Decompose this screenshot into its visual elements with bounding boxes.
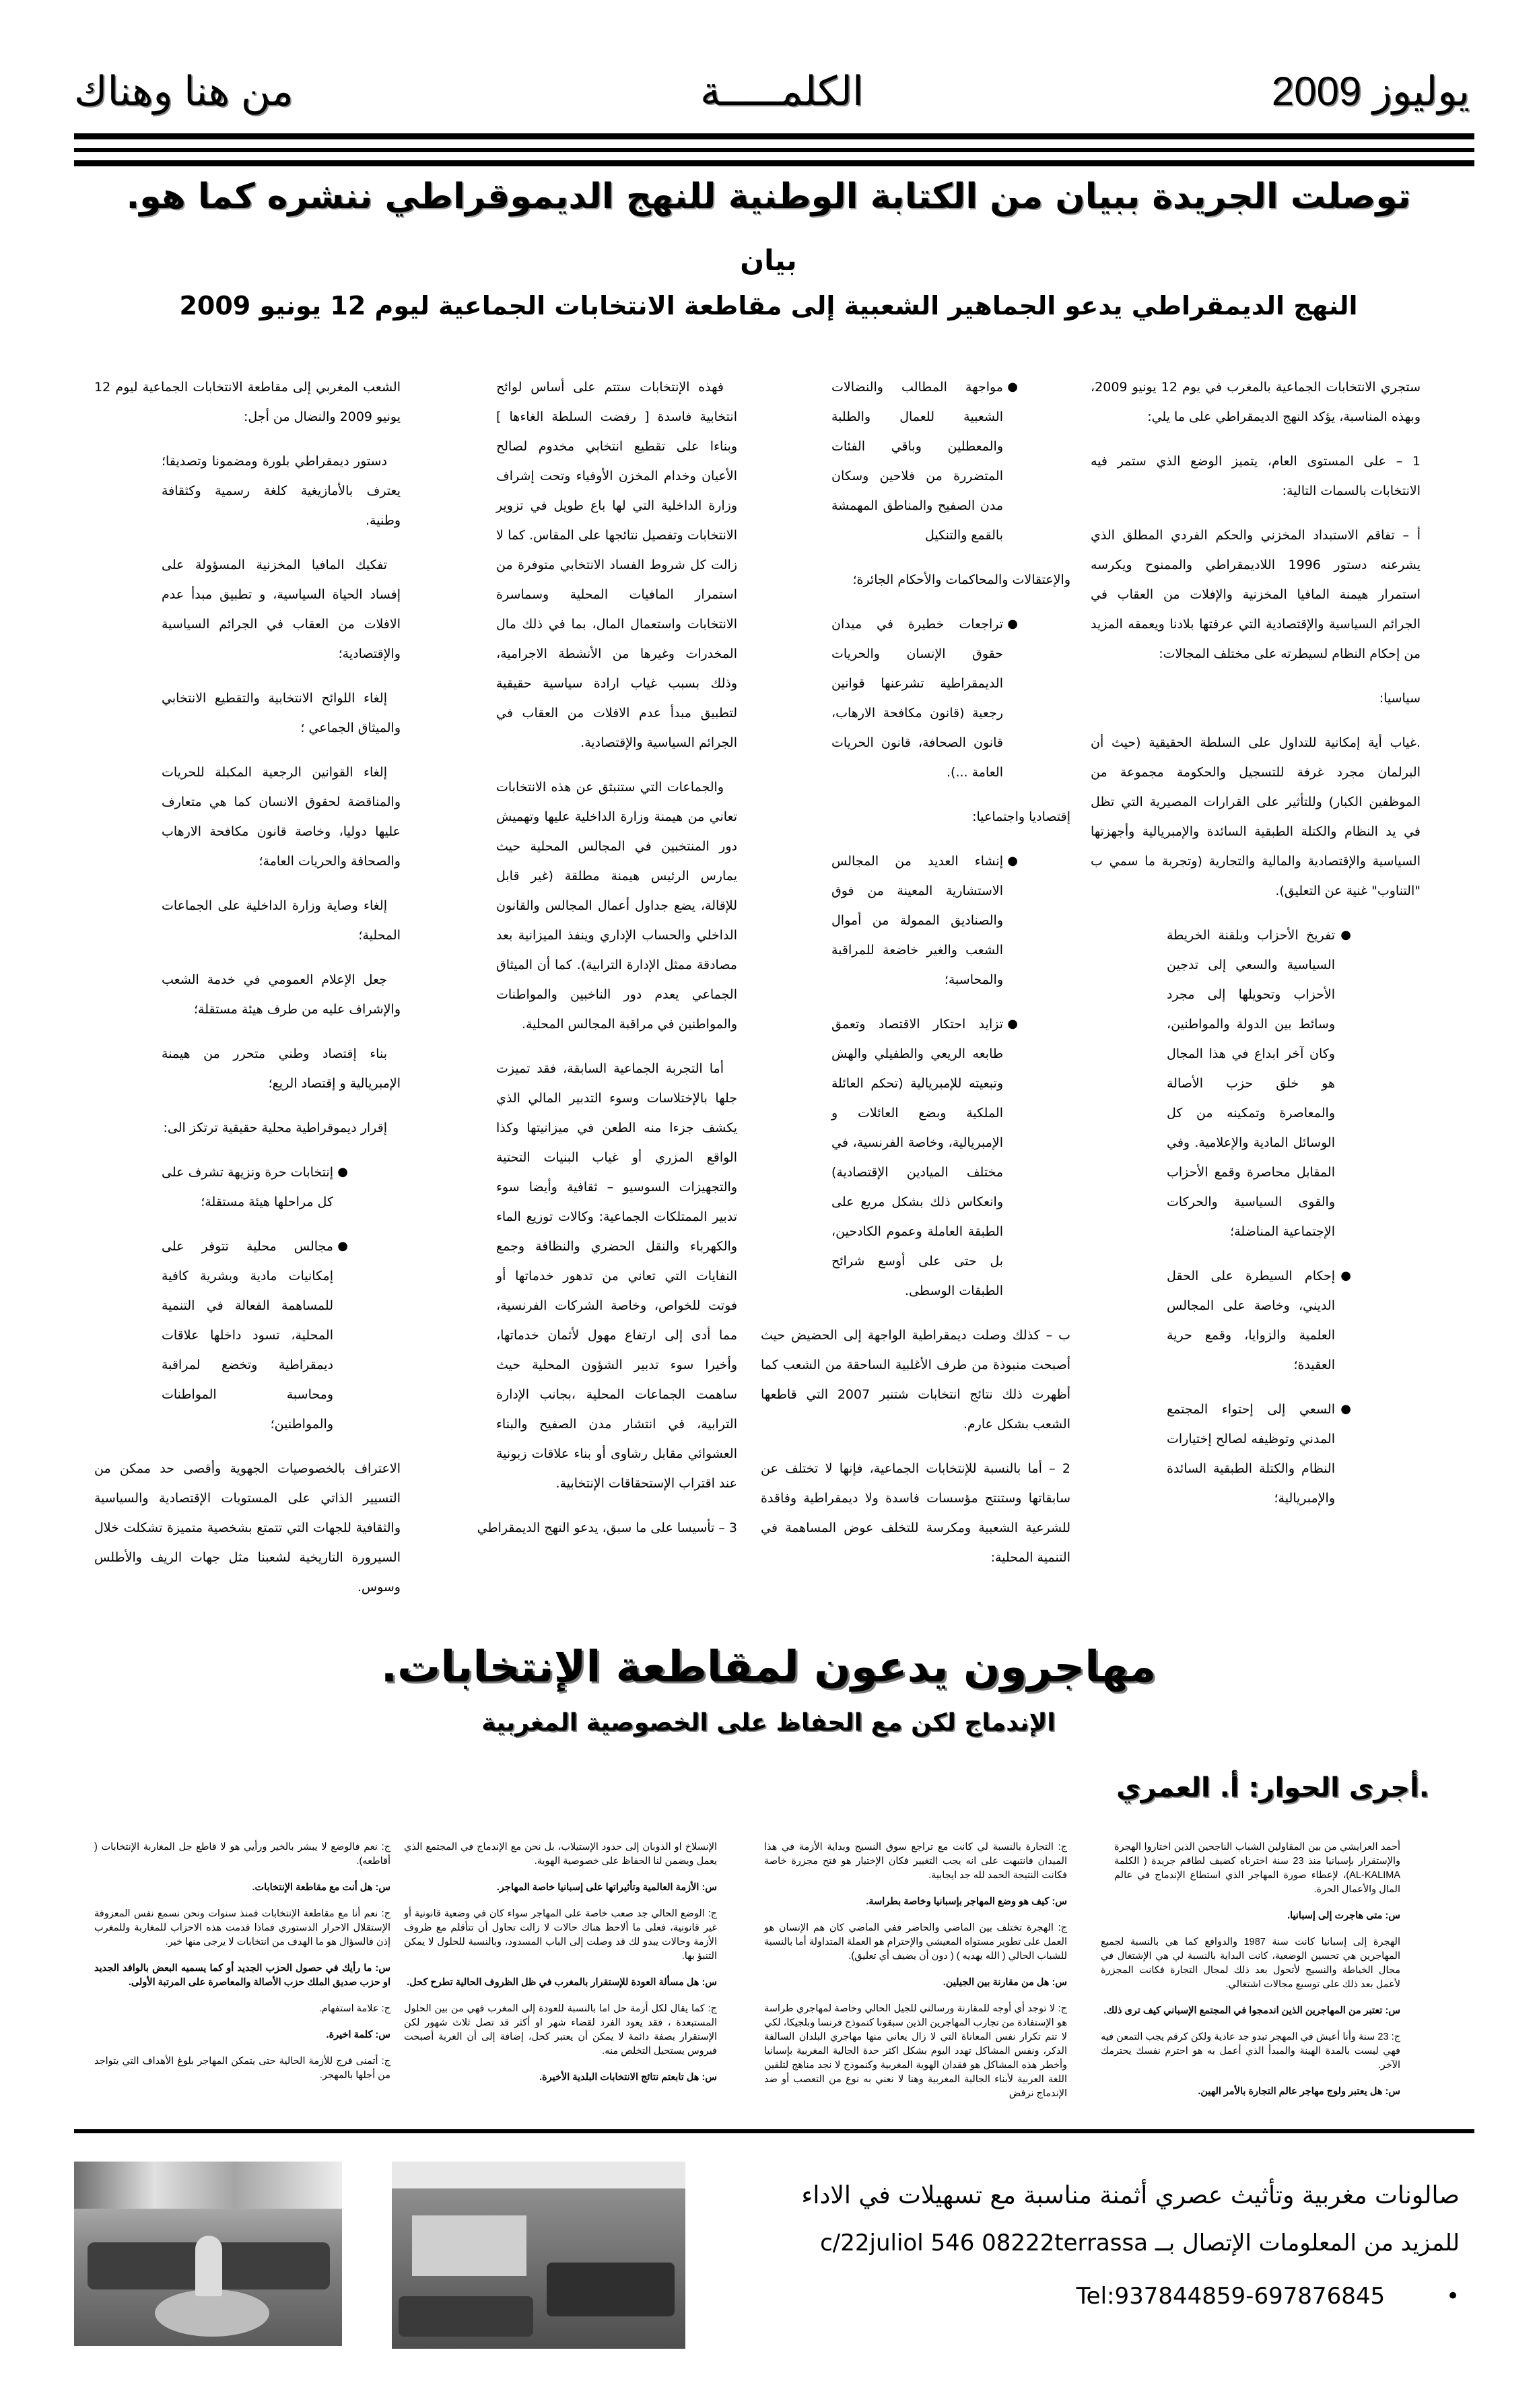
statement-text: .غياب أية إمكانية للتداول على السلطة الحقيقية (حيث أن البرلمان مجرد غرفة للتسجيل والحكومة مجموعة من الموظفين الكبار) وللتأثير على القرارات المصيرية التي تظل في يد النظام والكتلة الطبقية السائدة والإمبريالية وأجهزتها السياسية والإقتصادية والمالية والتجارية (وتجربة ما سمي ب "التناوب" غنية عن التعليق).: [1091, 735, 1421, 898]
interview-a: [94, 2054, 390, 2083]
bullet-icon: ●: [1340, 1269, 1351, 1283]
interview-q: [94, 1881, 390, 1895]
bullet-icon: ●: [337, 1165, 348, 1179]
masthead: [0, 0, 1537, 372]
sofa-shape: [399, 2296, 533, 2337]
bullet-icon: ●: [1340, 928, 1351, 942]
salon-photo: [74, 2162, 342, 2346]
interview-a: [764, 2002, 1067, 2101]
interview-header: [0, 1617, 1537, 1807]
statement-text: جعل الإعلام العمومي في خدمة الشعب والإشراف عليه من طرف هيئة مستقلة؛: [162, 972, 401, 1017]
statement-paragraph: [1091, 372, 1421, 432]
statement-column: [761, 372, 1070, 1587]
interview-text: ج: الهجرة تختلف بين الماضي والحاضر ففي الماضي كان هم الإنسان هو العمل على تطوير مستواه المعيشي والإحترام هو العملة المتداولة أما بالنسبة للشباب الحالي ( الله يهديه ) ( دون أن يضيف أي تعليق).: [764, 1922, 1067, 1962]
statement-text: السعي إلى إحتواء المجتمع المدني وتوظيفه لصالح إختيارات النظام والكتلة الطبقية السائدة والإمبريالية؛: [1167, 1402, 1335, 1506]
statement-text: تفريخ الأحزاب وبلقنة الخريطة السياسية والسعي إلى تدجين الأحزاب وتحويلها إلى مجرد وسائط بين الدولة والمواطنين، وكان آخر ابداع في هذا المجال هو خلق حزب الأصالة والمعاصرة وتمكينه من كل الوسائل المادية والإعلامية. وفي المقابل محاصرة وقمع الأحزاب والقوى السياسية والحركات الإجتماعية المناضلة؛: [1167, 928, 1335, 1239]
statement-text: تراجعات خطيرة في ميدان حقوق الإنسان والحريات الديمقراطية تشرعنها قوانين رجعية (قانون مكافحة الارهاب، قانون الصحافة، قانون الحريات العامة ...).: [831, 617, 1003, 780]
statement-text: مجالس محلية تتوفر على إمكانيات مادية وبشرية كافية للمساهمة الفعالة في التنمية المحلية، تسود داخلها علاقات ديمقراطية وتخضع لمراقبة ومحاسبة المواطنات والمواطنين؛: [162, 1239, 333, 1432]
statement-list-item: [162, 683, 401, 743]
masthead-rule: [74, 133, 1474, 139]
interview-text: ج: علامة استفهام.: [318, 2003, 390, 2014]
interview-text: س: متى هاجرت إلى إسبانيا.: [1287, 1910, 1400, 1921]
interview-text: س: هل تابعتم نتائج الانتخابات البلدية الأخيرة.: [539, 2072, 717, 2083]
interview-q: [764, 1976, 1067, 1990]
interview-q: [1101, 1909, 1400, 1923]
interview-text: ج: نعم أنا مع مقاطعة الإنتخابات فمنذ سنوات ونحن نسمع نفس المعزوفة الإستقلال الاحرار الدستوري فماذا قدمت هذه الاحزاب للمغاربة وللمغرب إذن فالسؤال هو ما الهدف من انتخابات لا يرجى منها خير.: [94, 1908, 390, 1947]
statement-column: [1091, 372, 1421, 1528]
advertisement: [0, 2162, 1537, 2408]
interview-text: س: هل أنت مع مقاطعة الإنتخابات.: [252, 1882, 390, 1893]
interview-text: ج: 23 سنة وأنا أعيش في المهجر تبدو جد عادية ولكن كرقم يجب التمعن فيه فهي ليست بالمدة الهينة والمبدأ الذي أعمل به هو احترم نفسك يحترمك الآخر.: [1101, 2032, 1400, 2071]
statement-text: الشعب المغربي إلى مقاطعة الانتخابات الجماعية ليوم 12 يونيو 2009 والنضال من أجل:: [94, 380, 401, 424]
statement-list-item: [162, 1039, 401, 1098]
statement-list-item: [162, 758, 401, 876]
statement-body: [0, 372, 1537, 1617]
interview-byline: .أجرى الحوار: أ. العمري: [1116, 1772, 1429, 1803]
ceiling-shape: [392, 2162, 685, 2188]
issue-date: يوليوز 2009: [1271, 69, 1470, 114]
statement-text: إقرار ديموقراطية محلية حقيقية ترتكز الى:: [163, 1121, 387, 1135]
statement-paragraph: [1091, 521, 1421, 669]
section-name: من هنا وهناك: [74, 69, 294, 114]
interview-a: [404, 1840, 717, 1869]
statement-bullet: [1167, 1261, 1351, 1380]
statement-paragraph: [1091, 728, 1421, 906]
statement-text: تزايد احتكار الاقتصاد وتعمق طابعه الريعي والطفيلي والهش وتبعيته للإمبريالية (تحكم العائلة الملكية وبضع العائلات و الإمبريالية، وخاصة الفرنسية، في مختلف الميادين الإقتصادية) وانعكاس ذلك بشكل مريع على الطبقة العاملة وعموم الكادحين، بل حتى على أوسع شرائح الطبقات الوسطى.: [831, 1017, 1003, 1298]
statement-paragraph: [496, 772, 737, 1039]
interview-a: [1101, 2030, 1400, 2073]
ad-phone-line: [719, 2277, 1460, 2315]
interview-text: س: الأزمة العالمية وتأثيراتها على إسبانيا خاصة المهاجر.: [496, 1882, 717, 1893]
interview-a: [94, 1840, 390, 1869]
bullet-icon: ●: [337, 1239, 348, 1253]
interview-text: ج: كما يقال لكل أزمة حل اما بالنسبة للعودة إلى المغرب فهي من بين الحلول المستبعدة ، فقد يعود الفرد لقضاء شهر او أكثر قد تصل ثلاث شهور لكن الإستقرار بصفة دائمة لا يمكن أن يعتبر كحل، إضافة إلى أن الغربة أصبحت فيروس يستحيل التخلص منه.: [404, 2003, 717, 2056]
masthead-rule: [74, 160, 1474, 166]
statement-closing: [94, 1454, 401, 1602]
statement-text: إلغاء وصاية وزارة الداخلية على الجماعات المحلية؛: [162, 898, 401, 943]
statement-intro-title: توصلت الجريدة ببيان من الكتابة الوطنية للنهج الديموقراطي ننشره كما هو.: [126, 176, 1411, 217]
interview-subheadline: الإندماج لكن مع الحفاظ على الخصوصية المغربية: [481, 1709, 1056, 1737]
interview-q: [1101, 2004, 1400, 2018]
statement-text: تفكيك المافيا المخزنية المسؤولة على إفساد الحياة السياسية، و تطبيق مبدأ عدم الافلات من العقاب في الجرائم السياسية والإقتصادية؛: [162, 558, 401, 661]
bullet-icon: ●: [1007, 1017, 1018, 1031]
statement-column: [429, 372, 737, 1558]
ad-contact: للمزيد من المعلومات الإتصال بــ c/22juliol 546 08222terrassa: [820, 2230, 1460, 2256]
statement-list-item: [162, 965, 401, 1024]
statement-paragraph: [761, 1320, 1070, 1439]
bullet-icon: •: [1445, 2283, 1460, 2310]
interview-q: [404, 1881, 717, 1895]
statement-bullet: [1167, 1395, 1351, 1513]
interview-text: ج: الوضع الحالي جد صعب خاصة على المهاجر سواء كان في وضعية قانونية أو غير قانونية، فعلى ما ألاحظ هناك حالات لا زالت تحاول أن تتأقلم مع ظروف الأزمة وحالات يبدو لك قد وصلت إلى الباب المسدود، وبالنسبة للحلول لا يمكن التنبؤ بها.: [404, 1908, 717, 1962]
interview-text: س: ما رأيك في حصول الحزب الجديد أو كما يسميه البعض بالوافد الجديد او حزب صديق الملك حزب الأصالة والمعاصرة على المرتبة الأولى.: [94, 1963, 390, 1988]
statement-bullet: [831, 846, 1018, 995]
statement-text: 2 – أما بالنسبة للإنتخابات الجماعية، فإنها لا تختلف عن سابقاتها وستنتج مؤسسات فاسدة ولا ديمقراطية وفاقدة للشرعية الشعبية ومكرسة للتخلف عوض المساهمة في التنمية المحلية:: [761, 1461, 1070, 1565]
statement-subtitle: النهج الديمقراطي يدعو الجماهير الشعبية إلى مقاطعة الانتخابات الجماعية ليوم 12 يونيو 2009: [179, 291, 1358, 321]
statement-text: إحكام السيطرة على الحقل الديني، وخاصة على المجالس العلمية والزوايا، وقمع حرية العقيدة؛: [1167, 1269, 1335, 1372]
interview-a: [1101, 1935, 1400, 1992]
section-divider: [74, 2129, 1474, 2133]
statement-paragraph: [496, 372, 737, 758]
interview-a: [94, 1907, 390, 1949]
statement-text: فهذه الإنتخابات ستتم على أساس لوائح انتخابية فاسدة [ رفضت السلطة الغاءها ] وبناءا على تقطيع انتخابي مخدوم لصالح الأعيان وخدام المخزن الأوفياء وتحت إشراف وزارة الداخلية التي لها باع طويل في تزوير الانتخابات وتفصيل نتائجها على المقاس. كما لا زالت كل شروط الفساد الانتخابي متوفرة من استمرار المافيات المحلية وسماسرة الانتخابات واستعمال المال، بما في ذلك مال المخدرات وغيرها من الأنشطة الاجرامية، وذلك بسبب غياب ارادة سياسية حقيقية لتطبيق مبدأ عدم الافلات من العقاب في الجرائم السياسية والإقتصادية.: [496, 380, 737, 750]
interview-text: ج: لا توجد أي أوجه للمقارنة ورسالتي للجيل الحالي وخاصة لمهاجري طراسة هو الإستفادة من تجارب المهاجرين الذين سبقونا كنموذج فرنسا وبلجيكا، لكي لا تتم تكرار نفس المعاناة التي لا زال يعاني منها مهاجري البلدان السالفة الذكر، ونفس المشاكل تهدد اليوم بشكل اكثر حدة الجالية المغربية بإسبانيا وأخطر هذه المشاكل هو فقدان الهوية المغربية وكنموذج لا نجد مناهج لتلقين اللغة العربية لأبناء الجالية المغربية وهنا لا نعني به نوع من التعصب أو ضد الإندماج نرفض: [764, 2003, 1068, 2099]
interview-headline: مهاجرون يدعون لمقاطعة الإنتخابات.: [380, 1642, 1157, 1692]
statement-text: إنتخابات حرة ونزيهة تشرف على كل مراحلها هيئة مستقلة؛: [162, 1165, 333, 1209]
interview-q: [764, 1895, 1067, 1909]
ad-text: [719, 2175, 1460, 2315]
newspaper-name: الكلمـــــة: [700, 69, 864, 114]
interview-a: [94, 2002, 390, 2016]
interview-body: [0, 1840, 1537, 2113]
interview-a: [764, 1840, 1067, 1883]
statement-bullet: [162, 1232, 348, 1439]
interview-text: الهجرة إلى إسبانيا كانت سنة 1987 والدوافع كما هي بالنسبة لجميع المهاجرين هي تحسين الوضعية، كانت البداية بالنسبة لي هي الإشتغال في مجال الخياطة والنسيج لأتحول بعد ذلك لمجال التجارة فكانت المجزرة لأعمل بعد ذلك على توسيع مجالات اشتغالي.: [1101, 1937, 1400, 1990]
statement-lead: [429, 1513, 737, 1543]
statement-text: إقتصاديا واجتماعيا:: [972, 809, 1070, 824]
bullet-icon: ●: [1007, 617, 1018, 631]
statement-paragraph: [761, 1454, 1070, 1572]
statement-bullet: [162, 1158, 348, 1217]
bullet-icon: ●: [1007, 854, 1018, 868]
interview-a: [404, 1907, 717, 1964]
bullet-icon: ●: [1007, 380, 1018, 394]
statement-lead: [94, 372, 401, 432]
statement-list-item: [162, 446, 401, 535]
statement-text: إلغاء اللوائح الانتخابية والتقطيع الانتخابي والميثاق الجماعي ؛: [162, 691, 401, 735]
statement-list-item: [162, 1113, 401, 1143]
statement-label: بيان: [740, 244, 797, 277]
statement-text: أ – تفاقم الاستبداد المخزني والحكم الفردي المطلق الذي يشرعنه دستور 1996 اللاديمقراطي والممنوح ويكرسه استمرار هيمنة المافيا المخزنية والإفلات من العقاب في الجرائم السياسية والإقتصادية التي عرفتها بلادنا ويعمقه المزيد من إحكام النظام لسيطرته على مختلف المجالات:: [1091, 528, 1421, 661]
interview-column: [94, 1840, 390, 2095]
interview-text: س: هل من مقارنة بين الجيلين.: [943, 1977, 1067, 1988]
statement-text: سياسيا:: [1379, 691, 1421, 706]
interview-text: ج: التجارة بالنسبة لي كانت مع تراجع سوق النسيج وبداية الأزمة في هذا الميدان فانتبهت على انه يجب التغيير فكان الإختيار هو فتح مجزرة خاصة فكانت النتيجة الحمد لله جد ايجابية.: [764, 1842, 1067, 1881]
statement-text: 3 – تأسيسا على ما سبق، يدعو النهج الديمقراطي: [477, 1520, 737, 1535]
table-shape: [155, 2289, 269, 2337]
ad-headline: صالونات مغربية وتأثيث عصري أثمنة مناسبة مع تسهيلات في الاداء: [801, 2182, 1460, 2209]
statement-text: إنشاء العديد من المجالس الاستشارية المعينة من فوق والصناديق الممولة من أموال الشعب والغير خاضعة للمراقبة والمحاسبة؛: [831, 854, 1003, 987]
interview-a: [404, 2002, 717, 2059]
statement-paragraph: [1091, 446, 1421, 506]
interview-q: [94, 1962, 390, 1990]
statement-text: أما التجربة الجماعية السابقة، فقد تميزت جلها بالإختلاسات وسوء التدبير المالي الذي يكشف جزءا منه الطعن في ميزانيتها وكذا الواقع المزري أو غياب البنيات التحتية والتجهيزات السوسيو – ثقافية وأيضا سوء تدبير الممتلكات الجماعية: وكالات توزيع الماء والكهرباء والنقل الحضري والنظافة وجمع النفايات التي تعاني من تدهور خدماتها أو فوتت للخواص، وخاصة الشركات الفرنسية، مما أدى إلى ارتفاع مهول لأثمان خدماتها، وأخيرا سوء تدبير الشؤون المحلية حيث ساهمت الجماعات المحلية ،بجانب الإدارة الترابية، في انتشار مدن الصفيح والبناء العشوائي مقابل رشاوى أو بناء علاقات زبونية عند اقتراب الإستحقاقات الإنتخابية.: [496, 1061, 737, 1491]
statement-bullet: [831, 372, 1018, 550]
interview-text: س: كيف هو وضع المهاجر بإسبانيا وخاصة بطراسة.: [866, 1896, 1067, 1907]
interview-intro: [1114, 1840, 1400, 1897]
interview-text: س: هل يعتبر ولوج مهاجر عالم التجارة بالأمر الهين.: [1198, 2086, 1400, 2097]
interview-text: ج: أتمنى فرج للأزمة الحالية حتى يتمكن المهاجر بلوغ الأهداف التي يتواجد من أجلها بالمهجر.: [94, 2056, 390, 2081]
statement-text: الاعتراف بالخصوصيات الجهوية وأقصى حد ممكن من التسيير الذاتي على المستويات الإقتصادية والسياسية والثقافية للجهات التي تتمتع بشخصية متميزة تشكلت خلال السيرورة التاريخية لشعبنا مثل جهات الريف والأطلس وسوس.: [94, 1461, 401, 1595]
statement-text: ب – كذلك وصلت ديمقراطية الواجهة إلى الحضيض حيث أصبحت منبوذة من طرف الأغلبية الساحقة من الشعب كما أظهرت ذلك نتائج انتخابات شتنبر 2007 التي قاطعها الشعب بشكل عارم.: [761, 1328, 1070, 1432]
statement-text: بناء إقتصاد وطني متحرر من هيمنة الإمبريالية و إقتصاد الريع؛: [162, 1046, 401, 1091]
lamp-shape: [195, 2236, 222, 2296]
doorway-shape: [412, 2215, 526, 2276]
interview-text: الإنسلاخ او الذوبان إلى حدود الإستيلاب، بل نحن مع الإندماج في المجتمع الذي يعمل ويضمن لنا الحفاظ على خصوصية الهوية.: [404, 1842, 717, 1867]
interview-q: [404, 1976, 717, 1990]
statement-bullet: [831, 609, 1018, 787]
interview-column: [404, 1840, 717, 2097]
interview-q: [1101, 2085, 1400, 2099]
statement-list-item: [162, 891, 401, 950]
statement-paragraph: [1091, 683, 1421, 713]
statement-text: 1 – على المستوى العام، يتميز الوضع الذي ستمر فيه الانتخابات بالسمات التالية:: [1091, 454, 1421, 498]
statement-paragraph: [761, 565, 1070, 595]
statement-paragraph: [761, 802, 1070, 832]
interview-text: س: تعتبر من المهاجرين الذين اندمجوا في المجتمع الإسباني كيف ترى ذلك.: [1103, 2005, 1400, 2016]
interview-q: [94, 2028, 390, 2042]
statement-text: ستجري الانتخابات الجماعية بالمغرب في يوم 12 يونيو 2009، وبهذه المناسبة، يؤكد النهج الديمقراطي على ما يلي:: [1091, 380, 1421, 424]
statement-column: [94, 372, 401, 1617]
interview-column: [764, 1840, 1067, 2113]
statement-text: مواجهة المطالب والنضالات الشعبية للعمال والطلبة والمعطلين وباقي الفئات المتضررة من فلاحين وسكان مدن الصفيح والمناطق المهمشة بالقمع والتنكيل: [831, 380, 1003, 543]
bullet-icon: ●: [1340, 1402, 1351, 1416]
interview-text: س: كلمة اخيرة.: [326, 2030, 390, 2040]
interview-q: [404, 2071, 717, 2085]
sofa-shape: [547, 2263, 675, 2316]
masthead-rule: [74, 148, 1474, 152]
interview-text: ج: نعم فالوضع لا يبشر بالخير ورأيي هو لا قاطع جل المغاربة الإنتخابات ( أقاطعه).: [94, 1842, 390, 1867]
interview-text: س: هل مسألة العودة للإستقرار بالمغرب في ظل الظروف الحالية تطرح كحل.: [407, 1977, 717, 1988]
statement-bullet: [1167, 921, 1351, 1246]
interview-column: [1101, 1840, 1400, 2111]
statement-text: إلغاء القوانين الرجعية المكبلة للحريات والمناقضة لحقوق الانسان كما هي متعارف عليها دوليا، وخاصة قانون مكافحة الارهاب والصحافة والحريات العامة؛: [162, 765, 401, 869]
curtain-shape: [74, 2162, 342, 2209]
statement-text: والإعتقالات والمحاكمات والأحكام الجائرة؛: [852, 572, 1070, 587]
statement-list-item: [162, 550, 401, 669]
ad-phone: Tel:937844859-697876845: [1076, 2283, 1386, 2310]
statement-paragraph: [496, 1054, 737, 1498]
interview-a: [764, 1921, 1067, 1964]
interview-text: أحمد العرايشي من بين المقاولين الشباب الناجحين الذين اختاروا الهجرة والإستقرار بإسبانيا منذ 23 سنة اخترناه كضيف لطاقم جريدة ( الكلمة AL-KALIMA)، لإعطاء صورة المهاجر الذي استطاع الإندماج في عالم المال والأعمال الحرة.: [1114, 1842, 1400, 1895]
statement-text: والجماعات التي ستنبثق عن هذه الانتخابات تعاني من هيمنة وزارة الداخلية عليها وتهميش دور المنتخبين في المجالس المحلية حيث يمارس الرئيس هيمنة مطلقة (غير قابل للإقالة، يضع جداول أعمال المجالس والقانون الداخلي والحساب الإداري وينفذ الميزانية بعد مصادقة ممثل الإدارة الترابية). كما أن الميثاق الجماعي يعدم دور الناخبين والمواطنات والمواطنين في مراقبة المجالس المحلية.: [496, 780, 737, 1032]
statement-text: دستور ديمقراطي بلورة ومضمونا وتصديقا؛ يعترف بالأمازيغية كلغة رسمية وكثقافة وطنية.: [162, 454, 401, 528]
statement-bullet: [831, 1009, 1018, 1306]
showroom-photo: [392, 2162, 685, 2349]
